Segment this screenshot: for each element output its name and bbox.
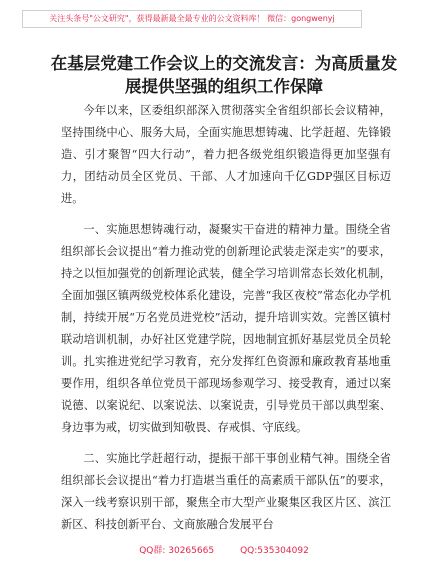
intro-paragraph: 今年以来，区委组织部深入贯彻落实全省组织部长会议精神，坚持围绕中心、服务大局，全面实施思想铸魂、比学赶超、先锋锻造、引才聚智“四大行动”，着力把各级党组织锻造得更加坚强有力，团结动员全区党员、干部、人才加速向千亿GDP强区目标迈进。 <box>61 104 391 205</box>
footer-qq-group: QQ群: 30265665 <box>139 546 215 556</box>
footer-contact <box>0 543 448 556</box>
footer-qq-number: QQ:535304092 <box>240 546 309 556</box>
section-2-paragraph: 二、实施比学赶超行动，提振干部干事创业精气神。围绕全省组织部长会议提出“着力打造堪当重任的高素质干部队伍”的要求，深入一线考察识别干部，聚焦全市大型产业聚集区我区片区、滨江新区、科技创新平台、文商旅融合发展平台 <box>61 452 391 531</box>
top-promo-banner: 关注头条号"公文研究"，获得最新最全最专业的公文资料库！ 微信：gongwenyj <box>22 10 362 28</box>
document-title: 在基层党建工作会议上的交流发言：为高质量发展提供坚强的组织工作保障 <box>50 54 398 96</box>
document-body <box>61 100 391 545</box>
section-1-paragraph: 一、实施思想铸魂行动，凝聚实干奋进的精神力量。围绕全省组织部长会议提出“着力推动党的创新理论武装走深走实”的要求，持之以恒加强党的创新理论武装，健全学习培训常态长效化机制，全面加强区镇两级党校体系化建设，完善“我区夜校”常态化办学机制，持续开展“万名党员进党校”活动，提升培训实效。完善区镇村联动培训机制，办好社区党建学院，因地制宜抓好基层党员全员轮训。扎实推进党纪学习教育，充分发挥红色资源和廉政教育基地重要作用，组织各单位党员干部现场参观学习、接受教育，通过以案说德、以案说纪、以案说法、以案说责，引导党员干部以典型案、身边事为戒，切实做到知敬畏、存戒惧、守底线。 <box>61 223 391 434</box>
